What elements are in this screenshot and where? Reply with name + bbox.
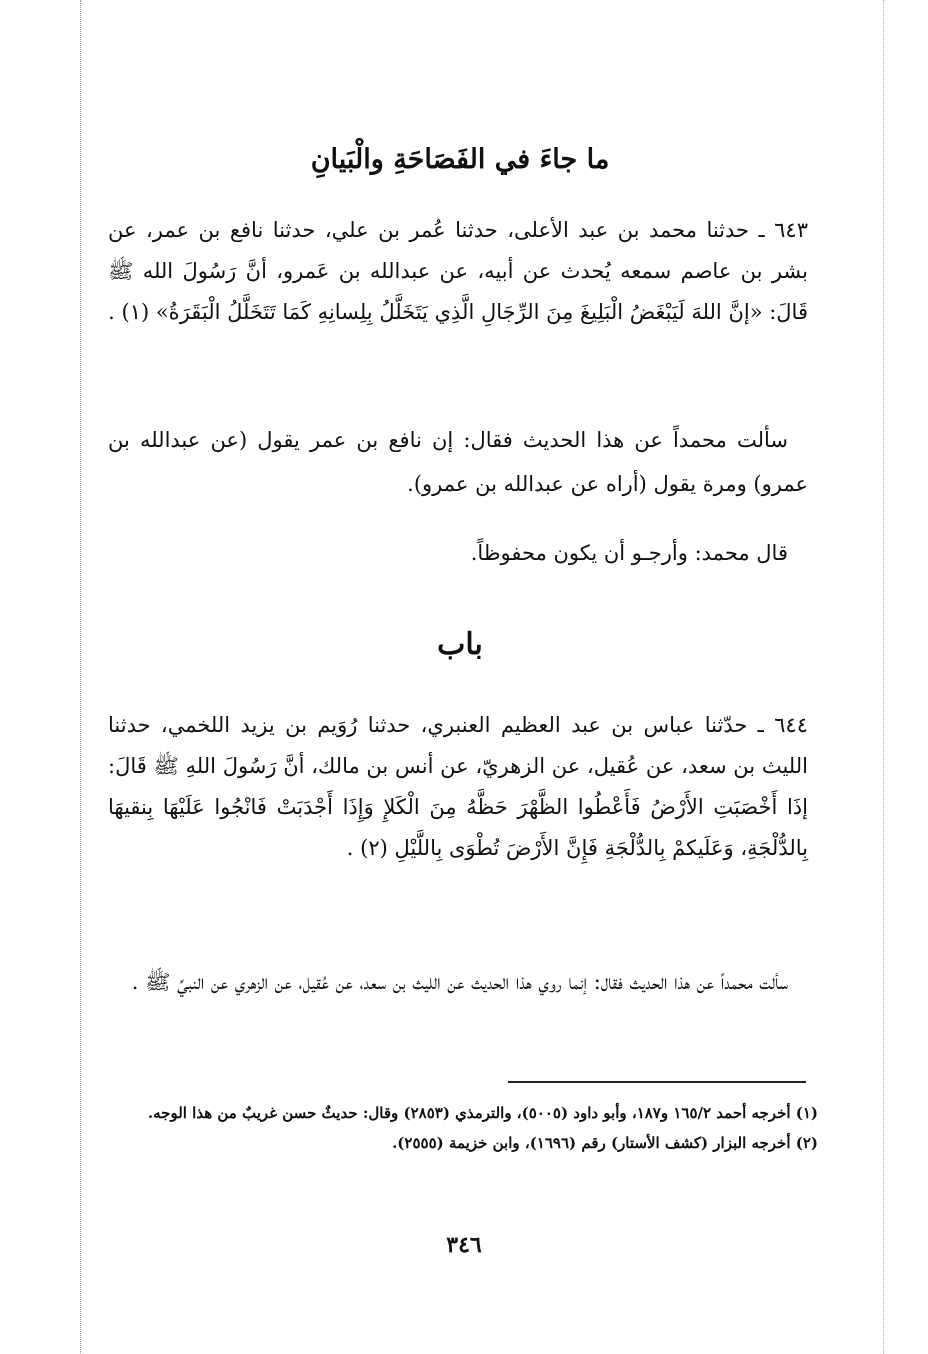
section-title: ما جاءَ في الفَصَاحَةِ والْبَيانِ — [310, 144, 610, 175]
chapter-title: باب — [437, 627, 483, 662]
scan-edge-left — [80, 0, 81, 1354]
hadith-643 — [108, 210, 808, 333]
commentary-644 — [108, 960, 808, 1005]
footnotes — [108, 1098, 818, 1158]
scan-edge-right — [883, 0, 884, 1354]
footnote-1: (١) أخرجه أحمد ١٦٥/٢ و١٨٧، وأبو داود (٥٠٠٥)، والترمذي (٢٨٥٣) وقال: حديثٌ حسن غريبٌ من هذا الوجه. — [147, 1104, 818, 1122]
hadith-643-text: ٦٤٣ ـ حدثنا محمد بن عبد الأعلى، حدثنا عُمر بن علي، حدثنا نافع بن عمر، عن بشر بن عاصم سمعه يُحدث عن أبيه، عن عبدالله بن عَمرو، أنَّ رَسُولَ الله ﷺ قَالَ: «إنَّ اللهَ لَيَبْغَضُ الْبَلِيغَ مِنَ الرِّجَالِ الَّذِي يَتَخَلَّلُ بِلِسانِهِ كَمَا تَتَخَلَّلُ الْبَقَرَةُ» (١) . — [108, 218, 808, 324]
muhammad-remark-text: قال محمد: وأرجـو أن يكون محفوظاً. — [470, 541, 788, 565]
page-number: ٣٤٦ — [446, 1232, 482, 1258]
footnote-2: (٢) أخرجه البزار (كشف الأستار) رقم (١٦٩٦)، وابن خزيمة (٢٥٥٥). — [392, 1134, 818, 1152]
hadith-644 — [108, 705, 808, 869]
commentary-643-text: سألت محمداً عن هذا الحديث فقال: إن نافع بن عمر يقول (عن عبدالله بن عمرو) ومرة يقول (أراه عن عبدالله بن عمرو). — [108, 428, 808, 496]
commentary-643 — [108, 418, 808, 506]
muhammad-remark — [108, 533, 808, 573]
hadith-644-text: ٦٤٤ ـ حدّثنا عباس بن عبد العظيم العنبري، حدثنا رُوَيم بن يزيد اللخمي، حدثنا الليث بن سعد، عن عُقيل، عن الزهريّ، عن أنس بن مالك، أنَّ رَسُولَ اللهِ ﷺ قَالَ: إذَا أَخْصَبَتِ الأَرْضُ فَأَعْطُوا الظَّهْرَ حَظَّهُ مِنَ الْكَلإِ وَإِذَا أَجْدَبَتْ فَانْجُوا عَلَيْهَا بِنقيهَا بِالدُّلْجَةِ، وَعَلَيكمْ بِالدُّلْجَةِ فَإِنَّ الأَرْضَ تُطْوَى بِاللَّيْلِ (٢) . — [108, 713, 808, 860]
commentary-644-text: سألت محمداً عن هذا الحديث فقال: إنما روي هذا الحديث عن الليث بن سعد، عن عُقيل، عن الزهري عن النبيِّ ﷺ . — [131, 970, 788, 994]
footnote-separator — [508, 1081, 806, 1083]
